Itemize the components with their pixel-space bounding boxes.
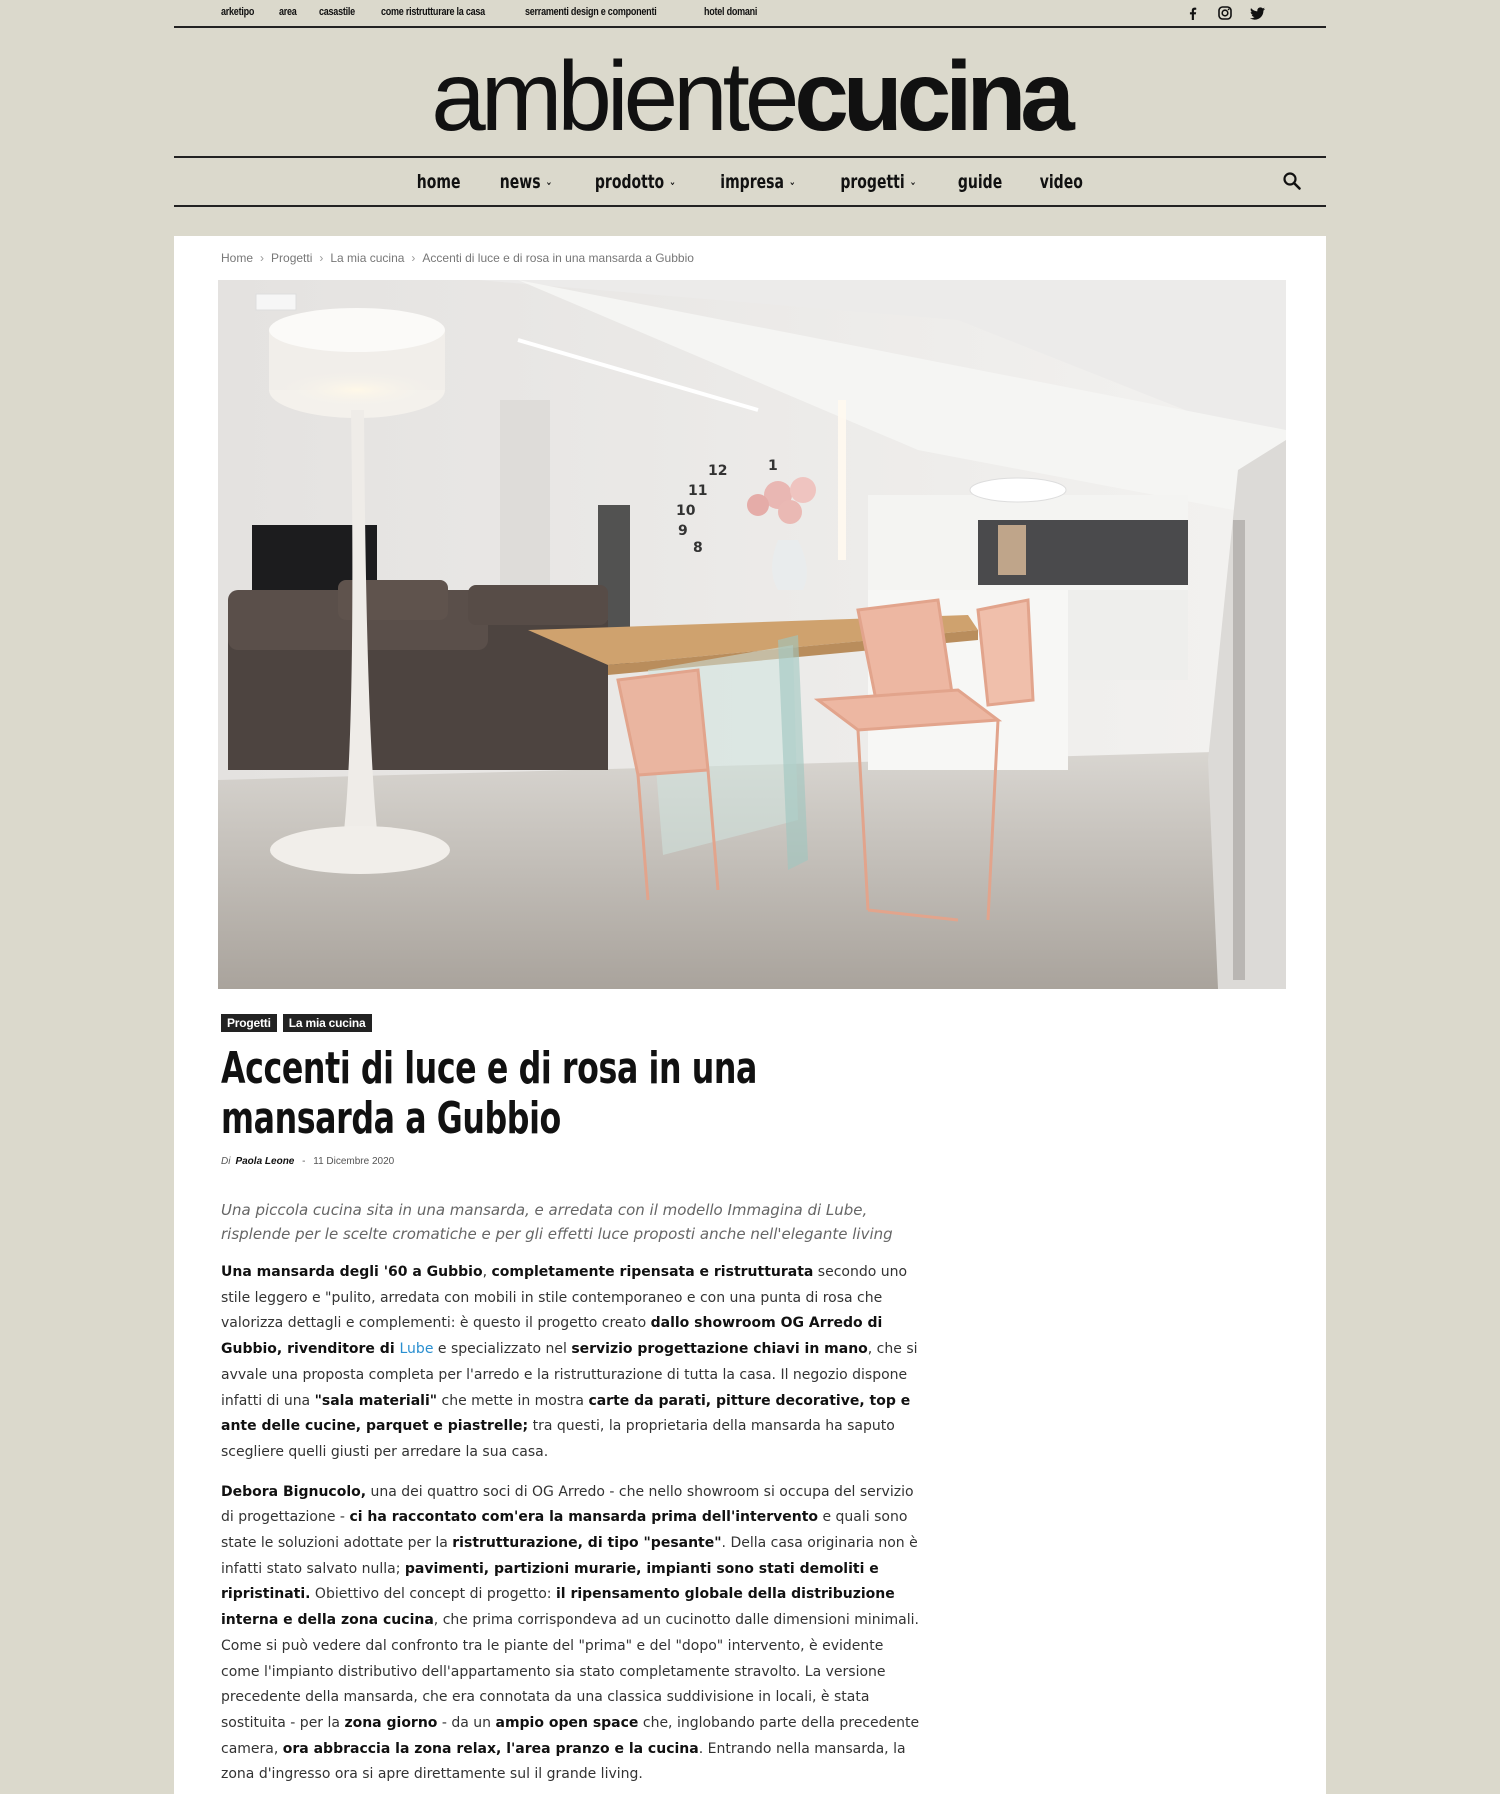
nav-label: guide xyxy=(957,170,1003,193)
nav-guide[interactable] xyxy=(958,171,1002,193)
category-tag[interactable]: Progetti xyxy=(221,1014,277,1032)
category-tags xyxy=(221,1014,372,1032)
facebook-icon[interactable] xyxy=(1184,4,1202,22)
nav-label: news xyxy=(499,170,541,193)
chevron-down-icon: ⌄ xyxy=(909,175,917,188)
chevron-down-icon: ⌄ xyxy=(545,175,552,188)
site-logo[interactable] xyxy=(0,40,1500,152)
main-nav xyxy=(174,156,1326,207)
social-links xyxy=(1184,4,1266,22)
byline-prefix: Di xyxy=(221,1156,231,1167)
article-meta: Di Paola Leone - 11 Dicembre 2020 xyxy=(221,1156,395,1167)
svg-text:1: 1 xyxy=(768,458,778,474)
logo-bold: cucina xyxy=(794,41,1069,151)
hero-image xyxy=(218,280,1286,989)
nav-news[interactable] xyxy=(499,171,552,193)
top-link[interactable]: arketipo xyxy=(221,6,255,18)
nav-home[interactable] xyxy=(417,171,461,193)
nav-label: home xyxy=(417,170,461,193)
nav-label: prodotto xyxy=(594,170,664,193)
nav-progetti[interactable] xyxy=(841,171,917,193)
author-link[interactable]: Paola Leone xyxy=(235,1156,295,1167)
top-bar xyxy=(174,0,1326,28)
svg-text:11: 11 xyxy=(688,483,708,499)
nav-video[interactable] xyxy=(1040,171,1083,193)
top-links xyxy=(221,6,769,18)
svg-text:12: 12 xyxy=(708,463,728,479)
svg-text:10: 10 xyxy=(676,503,696,519)
top-link[interactable]: come ristrutturare la casa xyxy=(380,6,485,18)
article-panel xyxy=(174,236,1326,1794)
chevron-down-icon: ⌄ xyxy=(668,175,676,188)
chevron-down-icon: ⌄ xyxy=(789,175,797,188)
breadcrumb-home[interactable]: Home xyxy=(221,251,254,265)
article-body xyxy=(221,1260,921,1794)
top-link[interactable]: hotel domani xyxy=(703,6,757,18)
logo-thin: ambiente xyxy=(431,41,795,151)
top-link[interactable]: area xyxy=(279,6,297,18)
breadcrumb-current: Accenti di luce e di rosa in una mansarda a Gubbio xyxy=(422,251,694,265)
instagram-icon[interactable] xyxy=(1216,4,1234,22)
breadcrumb-la-mia-cucina[interactable]: La mia cucina xyxy=(330,251,405,265)
svg-text:9: 9 xyxy=(678,523,688,539)
nav-label: video xyxy=(1039,170,1084,193)
breadcrumb-progetti[interactable]: Progetti xyxy=(271,251,313,265)
nav-label: impresa xyxy=(720,170,785,193)
svg-text:8: 8 xyxy=(693,540,703,556)
lube-link[interactable]: Lube xyxy=(399,1341,434,1358)
category-tag[interactable]: La mia cucina xyxy=(283,1014,372,1032)
top-link[interactable]: casastile xyxy=(318,6,355,18)
nav-label: progetti xyxy=(840,170,906,193)
article-title: Accenti di luce e di rosa in una mansarda a Gubbio xyxy=(221,1043,758,1144)
breadcrumb: Home › Progetti › La mia cucina › Accenti di luce e di rosa in una mansarda a Gubbio xyxy=(221,251,694,265)
nav-impresa[interactable] xyxy=(721,171,796,193)
top-link[interactable]: serramenti design e componenti xyxy=(525,6,657,18)
paragraph: Una mansarda degli '60 a Gubbio, completamente ripensata e ristrutturata secondo uno stile leggero e "pulito, arredata con mobili in stile contemporaneo e con una punta di rosa che valorizza dettagli e complementi: è questo il progetto creato dallo showroom OG Arredo di Gubbio, rivenditore di Lube e specializzato nel servizio progettazione chiavi in mano, che si avvale una proposta completa per l'arredo e la ristrutturazione di tutta la casa. Il negozio dispone infatti di una "sala materiali" che mette in mostra carte da parati, pitture decorative, top e ante delle cucine, parquet e piastrelle; tra questi, la proprietaria della mansarda ha saputo scegliere quelli giusti per arredare la sua casa. xyxy=(221,1264,918,1460)
paragraph: Debora Bignucolo, una dei quattro soci di OG Arredo - che nello showroom si occupa del servizio di progettazione - ci ha raccontato com'era la mansarda prima dell'intervento e quali sono state le soluzioni adottate per la ristrutturazione, di tipo "pesante". Della casa originaria non è infatti stato salvato nulla; pavimenti, partizioni murarie, impianti sono stati demoliti e ripristinati. Obiettivo del concept di progetto: il ripensamento globale della distribuzione interna e della zona cucina, che prima corrispondeva ad un cucinotto dalle dimensioni minimali. Come si può vedere dal confronto tra le piante del "prima" e del "dopo" intervento, è evidente come l'impianto distributivo dell'appartamento sia stato completamente stravolto. La versione precedente della mansarda, che era connotata da una classica suddivisione in locali, è stata sostituita - per la zona giorno - da un ampio open space che, inglobando parte della precedente camera, ora abbraccia la zona relax, l'area pranzo e la cucina. Entrando nella mansarda, la zona d'ingresso ora si apre direttamente sul il grande living. xyxy=(221,1483,920,1783)
publish-date: 11 Dicembre 2020 xyxy=(313,1156,395,1167)
article-excerpt: Una piccola cucina sita in una mansarda, e arredata con il modello Immagina di Lube, risplende per le scelte cromatiche e per gli effetti luce proposti anche nell'elegante living xyxy=(221,1201,893,1243)
nav-prodotto[interactable] xyxy=(594,171,675,193)
search-icon[interactable] xyxy=(1282,171,1304,193)
twitter-icon[interactable] xyxy=(1248,4,1266,22)
